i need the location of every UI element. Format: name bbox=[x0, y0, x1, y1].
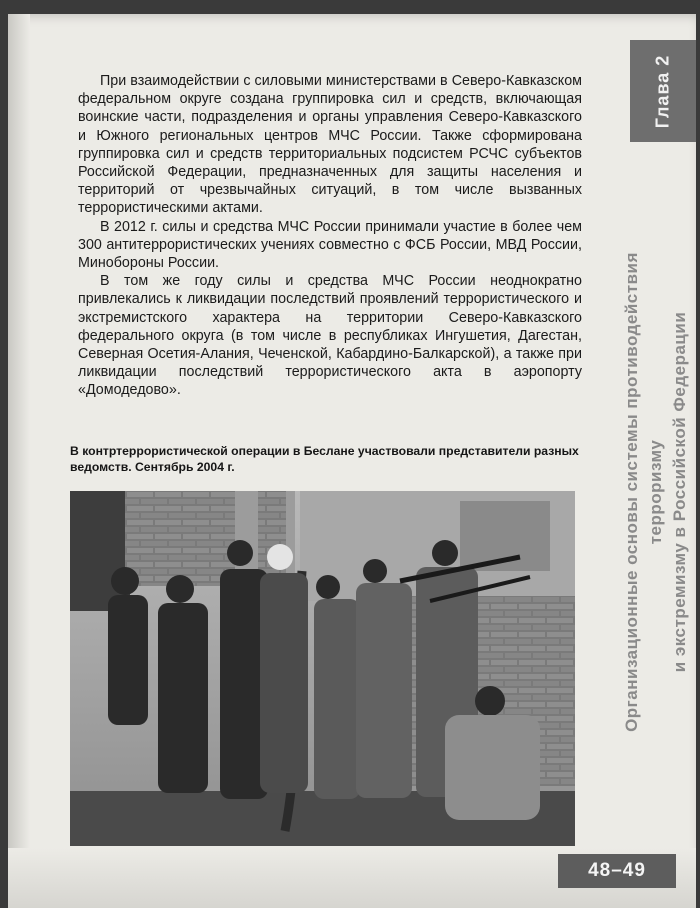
photo-caption: В контртеррористической операции в Беслане участвовали представители разных ведомств. Сентябрь 2004 г. bbox=[70, 444, 579, 474]
chapter-tab bbox=[630, 40, 696, 142]
paragraph-2: В 2012 г. силы и средства МЧС России принимали участие в более чем 300 антитеррористических учениях совместно с ФСБ России, МВД России, Минобороны России. bbox=[78, 218, 582, 272]
chapter-tab-label: Глава 2 bbox=[652, 54, 673, 128]
photo-illustration bbox=[70, 491, 575, 846]
page-gutter-shadow bbox=[8, 14, 30, 908]
paragraph-1: При взаимодействии с силовыми министерствами в Северо-Кавказском федеральном округе создана группировка сил и средств, включающая воинские части, подразделения и органы управления Северо-Кавказского и Южного региональных центров МЧС России. Также сформирована группировка сил и средств территориальных подсистем РСЧС субъектов Российской Федерации, предназначенных для защиты населения и территорий от чрезвычайных ситуаций, в том числе вызванных террористическими актами. bbox=[78, 73, 582, 217]
page-number: 48–49 bbox=[558, 854, 676, 888]
photo-beslan-operation bbox=[70, 491, 575, 846]
side-title-line-1: Организационные основы системы противодействия терроризму bbox=[622, 251, 665, 732]
body-text bbox=[78, 72, 582, 400]
side-running-title bbox=[620, 204, 692, 779]
paragraph-3: В том же году силы и средства МЧС России неоднократно привлекались к ликвидации последствий проявлений террористического и экстремистского характера на территории Северо-Кавказского федерального округа (в том числе в республиках Ингушетия, Дагестан, Северная Осетия-Алания, Чеченской, Кабардино-Балкарской), а также при ликвидации последствий террористического акта в аэропорту «Домодедово». bbox=[78, 273, 582, 399]
book-page bbox=[8, 14, 696, 908]
side-title-line-2: и экстремизму в Российской Федерации bbox=[670, 311, 689, 672]
